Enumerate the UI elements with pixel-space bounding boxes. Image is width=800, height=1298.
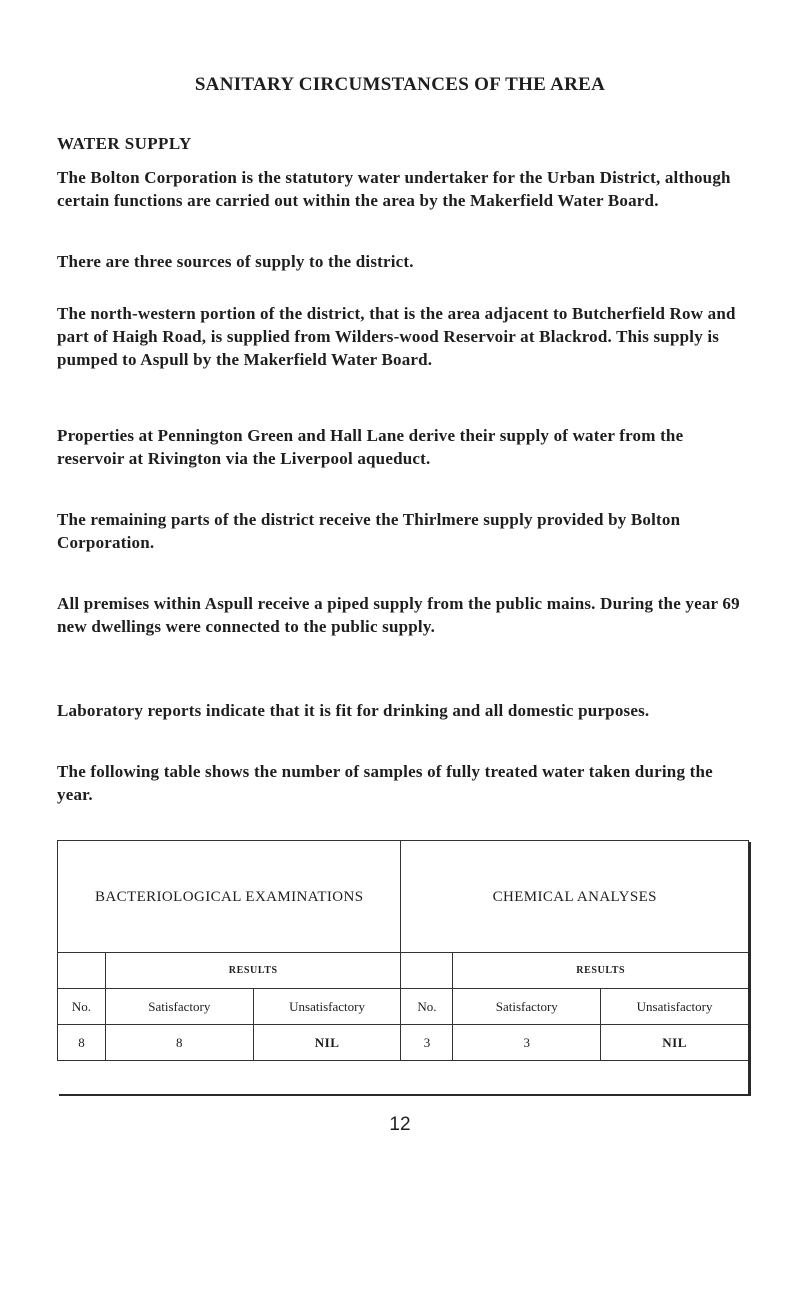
val-chem-unsatisfactory: NIL [601, 1025, 749, 1061]
col-bact-satisfactory: Satisfactory [105, 989, 253, 1025]
val-bact-satisfactory: 8 [105, 1025, 253, 1061]
table-column-row [58, 989, 749, 1025]
val-bact-no: 8 [58, 1025, 106, 1061]
bacteriological-header: BACTERIOLOGICAL EXAMINATIONS [58, 841, 401, 953]
paragraph-piped-supply: All premises within Aspull receive a piped supply from the public mains. During the year 69 new dwellings were connected to the public supply. [57, 594, 740, 636]
paragraph-three-sources: There are three sources of supply to the district. [57, 252, 414, 271]
table-header-row [58, 841, 749, 953]
paragraph-table-intro: The following table shows the number of samples of fully treated water taken during the year. [57, 762, 713, 804]
col-chem-satisfactory: Satisfactory [453, 989, 601, 1025]
table-shadow-bottom [59, 1094, 751, 1096]
paragraph-statutory-undertaker: The Bolton Corporation is the statutory water undertaker for the Urban District, although certain functions are carried out within the area by the Makerfield Water Board. [57, 168, 731, 210]
page-title: SANITARY CIRCUMSTANCES OF THE AREA [194, 74, 606, 95]
water-samples-table [57, 840, 749, 1061]
col-chem-unsatisfactory: Unsatisfactory [601, 989, 749, 1025]
bacteriological-results-label: RESULTS [105, 953, 401, 989]
table-results-row [58, 953, 749, 989]
paragraph-north-western-supply: The north-western portion of the district, that is the area adjacent to Butcherfield Row and part of Haigh Road, is supplied from Wilders-wood Reservoir at Blackrod. This supply is pumped to Aspull by the Makerfield Water Board. [57, 304, 736, 369]
col-bact-unsatisfactory: Unsatisfactory [253, 989, 401, 1025]
page-number: 12 [389, 1114, 411, 1135]
paragraph-thirlmere-supply: The remaining parts of the district receive the Thirlmere supply provided by Bolton Corporation. [57, 510, 681, 552]
section-heading-water-supply: WATER SUPPLY [57, 134, 192, 153]
table-row [58, 1025, 749, 1061]
paragraph-rivington-supply: Properties at Pennington Green and Hall Lane derive their supply of water from the reservoir at Rivington via the Liverpool aqueduct. [57, 426, 684, 468]
val-chem-satisfactory: 3 [453, 1025, 601, 1061]
chemical-header: CHEMICAL ANALYSES [401, 841, 749, 953]
table-empty-cell [401, 953, 453, 989]
table-shadow-right [748, 842, 751, 1096]
table-empty-cell [58, 953, 106, 989]
val-chem-no: 3 [401, 1025, 453, 1061]
val-bact-unsatisfactory: NIL [253, 1025, 401, 1061]
paragraph-laboratory-reports: Laboratory reports indicate that it is fit for drinking and all domestic purposes. [57, 701, 650, 720]
chemical-results-label: RESULTS [453, 953, 749, 989]
col-chem-no: No. [401, 989, 453, 1025]
col-bact-no: No. [58, 989, 106, 1025]
